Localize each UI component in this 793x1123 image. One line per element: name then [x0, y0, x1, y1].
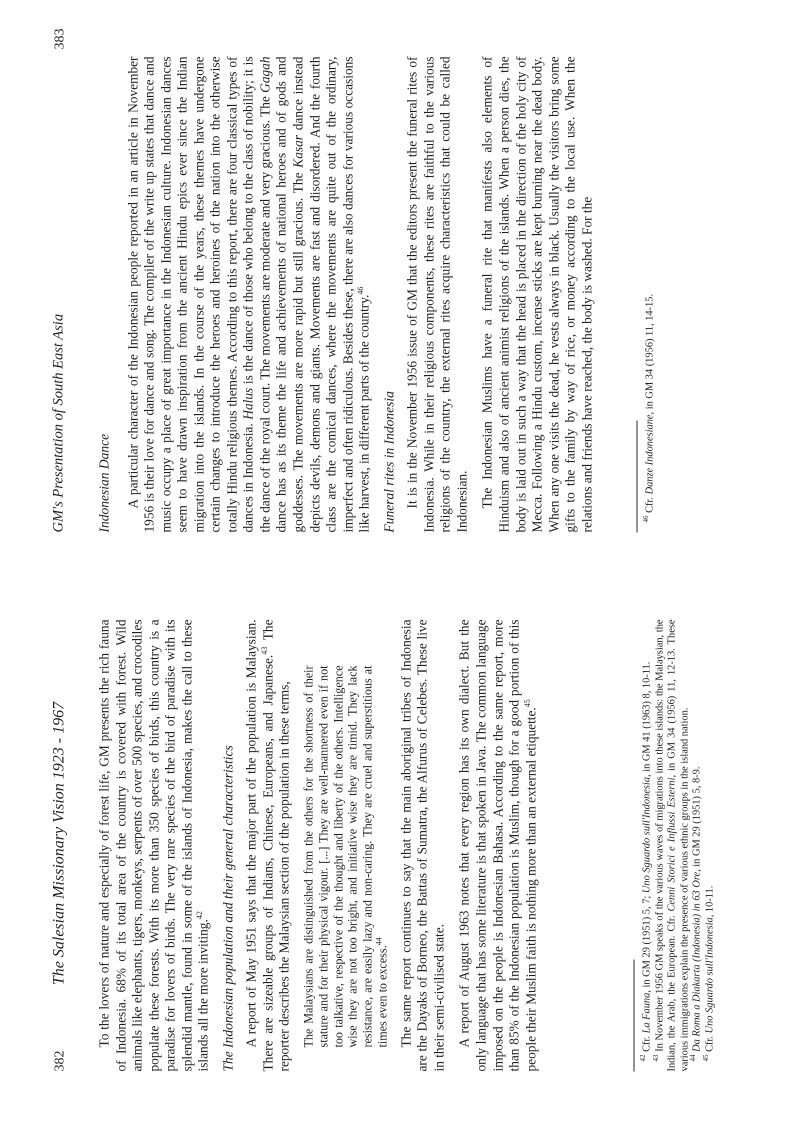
- footnote-ref: 45: [522, 698, 532, 707]
- paragraph: It is in the November 1956 issue of GM that the editors present the funeral rites of Indonesia. While in their religious components, these rites are faithful to the various religions of the country, the external rites acquire characteristics that could be called Indonesian.: [404, 56, 469, 532]
- footnote-rule: [636, 420, 637, 532]
- footnote-44: $^{44}$ Da Roma a Diakarta (Indonesia) in 63 Ore, in GM 29 (1951) 5, 8-9.: [688, 766, 703, 1061]
- paragraph: [243, 619, 293, 1071]
- footnote-45: $^{45}$ Cfr. Uno Sguardo sull'Indonesia, 10-11.: [701, 885, 715, 1061]
- footnotes: [636, 56, 657, 532]
- section-heading: The Indonesian population and their general characteristics: [219, 744, 235, 1071]
- footnote-46: $^{46}$ Cfr. Danze Indonesiane, in GM 34 (1956) 11, 14-15.: [641, 293, 655, 522]
- right-page: [0, 0, 793, 560]
- paragraph-text: To the lovers of nature and especially of forest life, GM presents the rich fauna of Indonesia. 68% of its total area of the country is covered with forest. Wild animals like elephants, tigers, monkeys, serpents of over 500 species, and crocodiles populate these forests. With its more than 350 species of birds, this country is a paradise for lovers of birds. The very rare species of the bird of paradise with its splendid mantle, found in some of the islands of Indonesia, makes the call to these islands all the more inviting.: [96, 619, 211, 1071]
- footnote-rule: [633, 959, 634, 1071]
- running-head: GM's Presentation of South East Asia: [50, 313, 66, 532]
- running-head: The Salesian Missionary Vision 1923 - 1967: [50, 701, 67, 985]
- footnote-ref: 46: [355, 286, 365, 295]
- right-page-body: [96, 56, 595, 532]
- paragraph: The Indonesian Muslims have a funeral rite that manifests also elements of Hinduism and also of ancient animist religions of the islands. When a person dies, the body is laid out in such a way that the head is placed in the direction of the holy city of Mecca. Following a Hindu custom, incense sticks are kept burning near the dead body. When any one visits the dead, he vests always in black. Usually the visitors bring some gifts to the family by way of rice, or money according to the local use. When the relations and friends have reached, the body is washed. For the: [479, 56, 594, 532]
- left-page-body: [96, 619, 539, 1071]
- footnote-42: $^{42}$ Cfr. La Fauna, in GM 29 (1951) 5, 7; Uno Sguardo sull'Indonesia, in GM 41 (1963) 8, 10-11.: [638, 661, 652, 1061]
- footnote-ref: 44: [373, 936, 383, 945]
- paragraph: The same report continues to say that the main aboriginal tribes of Indonesia are the Dayaks of Borneo, the Battas of Sumatra, the Alfurus of Celebes. These live in their semi-civilised state.: [397, 619, 446, 1071]
- quote-text: The Malaysians are distinguished from the others for the shortness of their stature and for their physical vigour. [...] They are well-mannered even if not too talkative, respective of the thought and liberty of the others. Intelligence wise they are not too bright, and initiative wise they are timid. They lack resistance, are easily lazy and non-caring. They are cruel and superstitious at times even to excess.: [301, 665, 389, 1047]
- block-quote: [301, 665, 390, 1047]
- paragraph-text: A report of May 1951 says that the major part of the population is Malaysian. There are sizeable groups of Indians, Chinese, Europeans, and Japanese.: [243, 619, 275, 1071]
- paragraph: [456, 619, 539, 1071]
- page-number: 383: [52, 28, 67, 49]
- footnote-ref: 43: [259, 646, 269, 655]
- paragraph: [96, 619, 212, 1071]
- section-heading: Funeral rites in Indonesia: [380, 390, 396, 532]
- footnote-43: $^{43}$ In November 1956 GM speaks of the various waves of migrations into these islands: the Malaysian, the Indian, the Arab, the European. Cfr. Cenni Storici e Influssi Esterni, in GM 34 (1956) 11, 12-13. These various immigrations explain the presence of various ethnic groups in the island nation.: [651, 619, 690, 1071]
- section-heading: Indonesian Dance: [96, 433, 111, 532]
- paragraph-text: A report of August 1963 notes that every region has its own dialect. But the only language that has some literature is that spoken in Java. The common language imposed on the people is Indonesian Bahasa. According to the same report, more than 85% of the Indonesian population is Muslim, though for a good portion of this people their Muslim faith is nothing more than an external etiquette.: [456, 619, 538, 1071]
- page-number: 382: [52, 1050, 67, 1071]
- footnotes: [633, 619, 717, 1071]
- paragraph-text: The reporter describes the Malaysian section of the population in these terms,: [259, 619, 292, 1071]
- footnote-ref: 42: [194, 910, 204, 919]
- paragraph: A particular character of the Indonesian people reported in an article in November 1956 is their love for dance and song. The compiler of the write up states that dance and music occupy a place of great importance in the Indonesian culture. Indonesian dances seem to have drawn inspiration from the ancient Hindu epics ever since the Indian migration into the islands. In the course of the years, these themes have undergone certain changes to introduce the heroes and heroines of the nation into the otherwise totally Hindu religious themes. According to this report, there are four classical types of dances in Indonesia. Halus is the dance of those who belong to the class of nobility; it is the dance of the royal court. The movements are moderate and very gracious. The Gagah dance has as its theme the life and achievements of national heroes and of gods and goddesses. The movements are more rapid but still gracious. The Kasar dance instead depicts devils, demons and giants. Movements are fast and disordered. And the fourth class are the comical dances, where the movements are quite out of the ordinary, imperfect and often ridiculous. Besides these, there are also dances for various occasions like harvest, in different parts of the country.$^{46}$: [124, 55, 372, 532]
- left-page: [0, 563, 793, 1123]
